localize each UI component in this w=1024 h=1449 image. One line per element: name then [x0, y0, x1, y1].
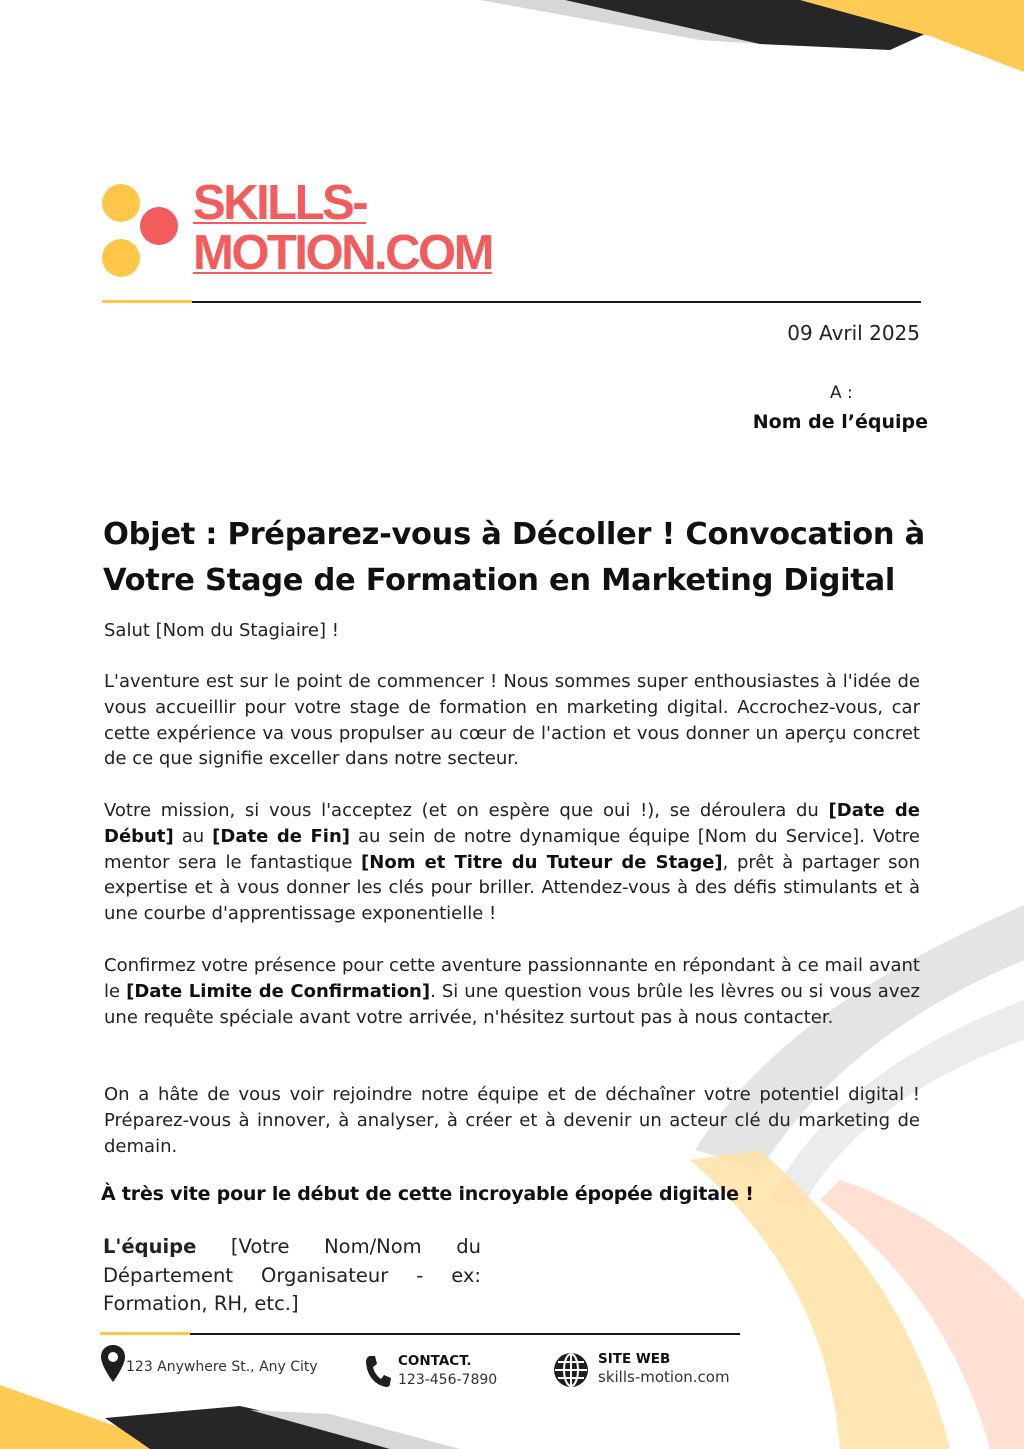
- paragraph-3: [104, 953, 920, 1030]
- logo-line-1: SKILLS-: [193, 176, 367, 230]
- p3-deadline: [Date Limite de Confirmation]: [126, 980, 431, 1002]
- subject-line-1: Objet : Préparez-vous à Décoller ! Convocation à: [103, 517, 925, 552]
- footer-web-title: SITE WEB: [598, 1351, 671, 1367]
- footer-phone[interactable]: 123-456-7890: [398, 1372, 498, 1388]
- p2-text-4: , prêt à partager son expertise et à vous donner les clés pour briller. Attendez-vous à des défis stimulants et à une courbe d'apprentissage exponentielle !: [104, 851, 920, 925]
- footer-web: [598, 1351, 730, 1386]
- greeting: Salut [Nom du Stagiaire] !: [104, 620, 339, 641]
- signature-details: [Votre Nom/Nom du Département Organisateur - ex: Formation, RH, etc.]: [103, 1235, 481, 1315]
- letter-date: 09 Avril 2025: [787, 321, 920, 345]
- logo-dot-red: [140, 207, 178, 245]
- signature-team: L'équipe: [103, 1235, 197, 1258]
- p2-text-2: au: [173, 825, 213, 847]
- closing-line: À très vite pour le début de cette incroyable épopée digitale !: [101, 1183, 754, 1205]
- p2-start-date: [Date de Début]: [104, 800, 920, 847]
- recipient-label: A :: [830, 383, 853, 403]
- footer-divider: [100, 1333, 740, 1335]
- logo-wordmark: [193, 178, 492, 278]
- paragraph-1: L'aventure est sur le point de commencer ! Nous sommes super enthousiastes à l'idée de vous accueillir pour votre stage de formation en marketing digital. Accrochez-vous, car cette expérience va vous propulser au cœur de l'action et vous donner un aperçu concret de ce que signifie exceller dans notre secteur.: [104, 671, 920, 770]
- recipient-name: Nom de l’équipe: [752, 411, 928, 433]
- footer-contact: [398, 1353, 497, 1388]
- phone-icon: [364, 1354, 392, 1392]
- logo-dot-yellow-bottom: [102, 239, 140, 277]
- paragraph-4: On a hâte de vous voir rejoindre notre équipe et de déchaîner votre potentiel digital ! Préparez-vous à innover, à analyser, à créer et à devenir un acteur clé du marketing de demain.: [104, 1084, 920, 1157]
- p3-text-2: . Si une question vous brûle les lèvres ou si vous avez une requête spéciale avant votre arrivée, n'hésitez surtout pas à nous contacter.: [104, 980, 921, 1028]
- subject-line-2: Votre Stage de Formation en Marketing Digital: [103, 563, 896, 598]
- footer-contact-title: CONTACT.: [398, 1353, 472, 1369]
- map-pin-icon: [100, 1344, 126, 1388]
- p3-text-1: Confirmez votre présence pour cette aventure passionnante en répondant à ce mail avant le: [104, 955, 920, 1002]
- p2-text-1: Votre mission, si vous l'acceptez (et on espère que oui !), se déroulera du: [104, 800, 829, 821]
- p2-end-date: [Date de Fin]: [212, 825, 350, 847]
- paragraph-2: [104, 798, 920, 927]
- header-divider-accent: [102, 300, 192, 303]
- p2-text-3: au sein de notre dynamique équipe [Nom du Service]. Votre mentor sera le fantastique: [104, 825, 921, 873]
- p2-tutor: [Nom et Titre du Tuteur de Stage]: [361, 851, 723, 873]
- footer-address: 123 Anywhere St., Any City: [126, 1359, 318, 1375]
- logo-line-2: MOTION.COM: [193, 226, 492, 280]
- signature: [103, 1233, 481, 1319]
- footer-web-url[interactable]: skills-motion.com: [598, 1368, 730, 1386]
- footer-divider-accent: [100, 1332, 190, 1335]
- header-divider: [102, 301, 921, 303]
- letter-subject: [103, 512, 933, 604]
- logo-dot-yellow-top: [102, 184, 140, 222]
- globe-icon: [552, 1351, 590, 1393]
